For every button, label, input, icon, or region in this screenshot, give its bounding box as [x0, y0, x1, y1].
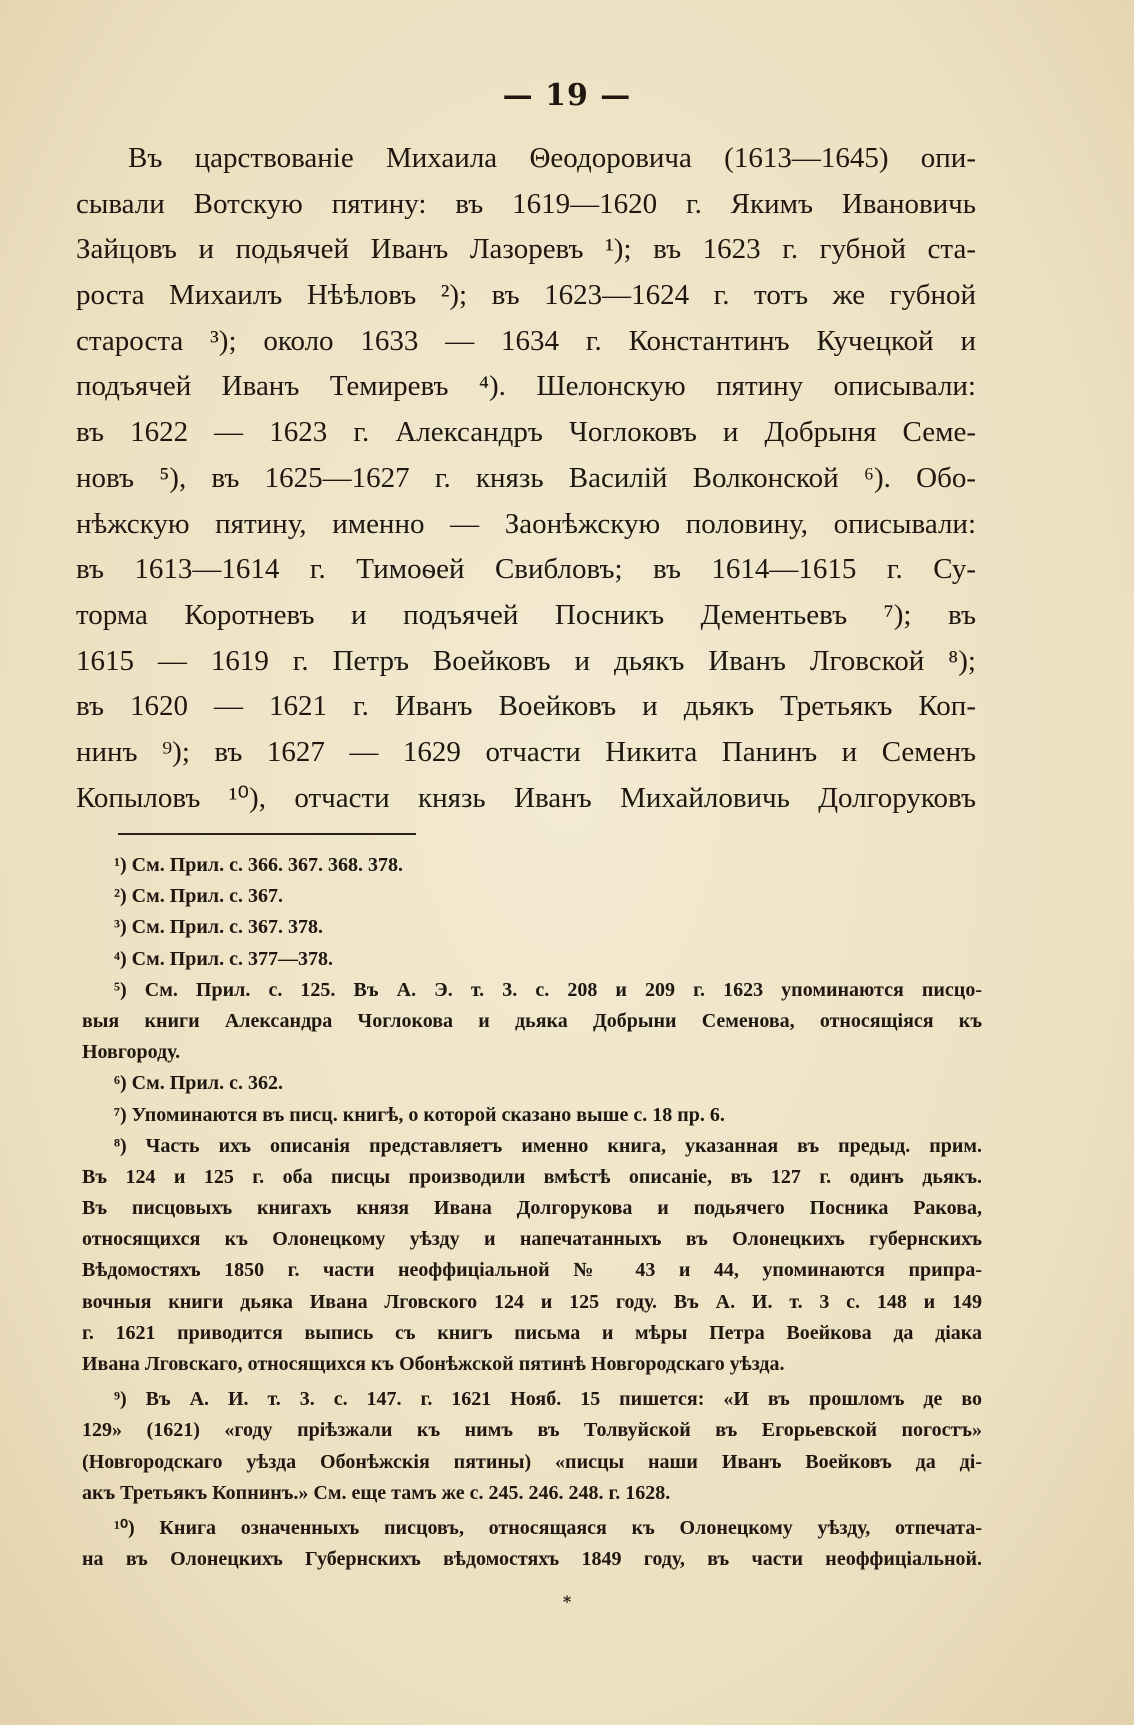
footnote-8-line: Вѣдомостяхъ 1850 г. части неоффиціальной № 43 и 44, упоминаются припра- — [82, 1259, 982, 1282]
footnotes — [82, 850, 982, 1575]
footnote-3: ³) См. Прил. с. 367. 378. — [114, 916, 324, 939]
main-text-line: въ 1622 — 1623 г. Александръ Чоглоковъ и Добрыня Семе- — [76, 416, 976, 449]
main-text-line: нинъ ⁹); въ 1627 — 1629 отчасти Никита Панинъ и Семенъ — [76, 735, 976, 768]
footnote-rule — [118, 833, 416, 835]
footnote-8-line: Въ 124 и 125 г. оба писцы производили вмѣстѣ описаніе, въ 127 г. одинъ дьякъ. — [82, 1165, 982, 1188]
footnote-5-line: Новгороду. — [82, 1041, 181, 1064]
main-text-line: Зайцовъ и подьячей Иванъ Лазоревъ ¹); въ 1623 г. губной ста- — [76, 233, 976, 266]
main-text-line: въ 1620 — 1621 г. Иванъ Воейковъ и дьякъ Третьякъ Коп- — [76, 690, 976, 723]
main-text-line: 1615 — 1619 г. Петръ Воейковъ и дьякъ Иванъ Лговской ⁸); — [76, 644, 976, 677]
end-mark: * — [562, 1592, 572, 1611]
main-text-line: новъ ⁵), въ 1625—1627 г. князь Василій Волконской ⁶). Обо- — [76, 461, 976, 494]
footnote-9-line: 129» (1621) «году пріѣзжали къ нимъ въ Толвуйской въ Егорьевской погостъ» — [82, 1419, 982, 1442]
main-text-line: нѣжскую пятину, именно — Заонѣжскую половину, описывали: — [76, 507, 976, 540]
footnote-8-line: Въ писцовыхъ книгахъ князя Ивана Долгорукова и подьячего Посника Ракова, — [82, 1197, 982, 1220]
main-text-line: торма Коротневъ и подъячей Посникъ Дементьевъ ⁷); въ — [76, 598, 976, 631]
footnote-10: ¹⁰) Книга означенныхъ писцовъ, относящаяся къ Олонецкому уѣзду, отпечата- — [114, 1516, 982, 1539]
main-text-line: подъячей Иванъ Темиревъ ⁴). Шелонскую пятину описывали: — [76, 370, 976, 403]
page-number: — 19 — — [502, 78, 632, 113]
footnote-5: ⁵) См. Прил. с. 125. Въ А. Э. т. 3. с. 208 и 209 г. 1623 упоминаются писцо- — [114, 978, 982, 1001]
footnote-9-line: акъ Третьякъ Копнинъ.» См. еще тамъ же с. 245. 246. 248. г. 1628. — [82, 1481, 671, 1504]
footnote-2: ²) См. Прил. с. 367. — [114, 885, 284, 908]
footnote-6: ⁶) См. Прил. с. 362. — [114, 1072, 284, 1095]
main-text — [76, 136, 976, 821]
footnote-8-line: относящихся къ Олонецкому уѣзду и напечатанныхъ въ Олонецкихъ губернскихъ — [82, 1228, 982, 1251]
main-text-line: староста ³); около 1633 — 1634 г. Константинъ Кучецкой и — [76, 324, 976, 357]
footnote-8: ⁸) Часть ихъ описанія представляетъ именно книга, указанная въ предыд. прим. — [114, 1134, 982, 1157]
main-text-line: въ 1613—1614 г. Тимоѳей Свибловъ; въ 1614—1615 г. Су- — [76, 553, 976, 586]
main-text-line: Въ царствованіе Михаила Θеодоровича (1613—1645) опи- — [128, 142, 976, 174]
main-text-line: сывали Вотскую пятину: въ 1619—1620 г. Якимъ Ивановичь — [76, 187, 976, 220]
footnote-9: ⁹) Въ А. И. т. 3. с. 147. г. 1621 Нояб. 15 пишется: «И въ прошломъ де во — [114, 1388, 982, 1411]
footnote-8-line: Ивана Лговскаго, относящихся къ Обонѣжской пятинѣ Новгородскаго уѣзда. — [82, 1353, 785, 1375]
footnote-9-line: (Новгородскаго уѣзда Обонѣжскія пятины) «писцы наши Иванъ Воейковъ да ді- — [82, 1450, 982, 1473]
footnote-10-line: на въ Олонецкихъ Губернскихъ вѣдомостяхъ 1849 году, въ части неоффиціальной. — [82, 1548, 982, 1571]
main-text-line: Копыловъ ¹⁰), отчасти князь Иванъ Михайловичь Долгоруковъ — [76, 781, 976, 814]
footnote-7: ⁷) Упоминаются въ писц. книгѣ, о которой сказано выше с. 18 пр. 6. — [114, 1103, 725, 1126]
footnote-5-line: выя книги Александра Чоглокова и дьяка Добрыни Семенова, относящіяся къ — [82, 1009, 982, 1032]
footnote-8-line: г. 1621 приводится выпись съ книгъ письма и мѣры Петра Воейкова да діака — [82, 1321, 982, 1344]
footnote-4: ⁴) См. Прил. с. 377—378. — [114, 947, 334, 970]
main-text-line: роста Михаилъ Нѣѣловъ ²); въ 1623—1624 г. тотъ же губной — [76, 279, 976, 312]
footnote-8-line: вочныя книги дьяка Ивана Лговского 124 и 125 году. Въ А. И. т. 3 с. 148 и 149 — [82, 1290, 982, 1313]
footnote-1: ¹) См. Прил. с. 366. 367. 368. 378. — [114, 854, 404, 876]
